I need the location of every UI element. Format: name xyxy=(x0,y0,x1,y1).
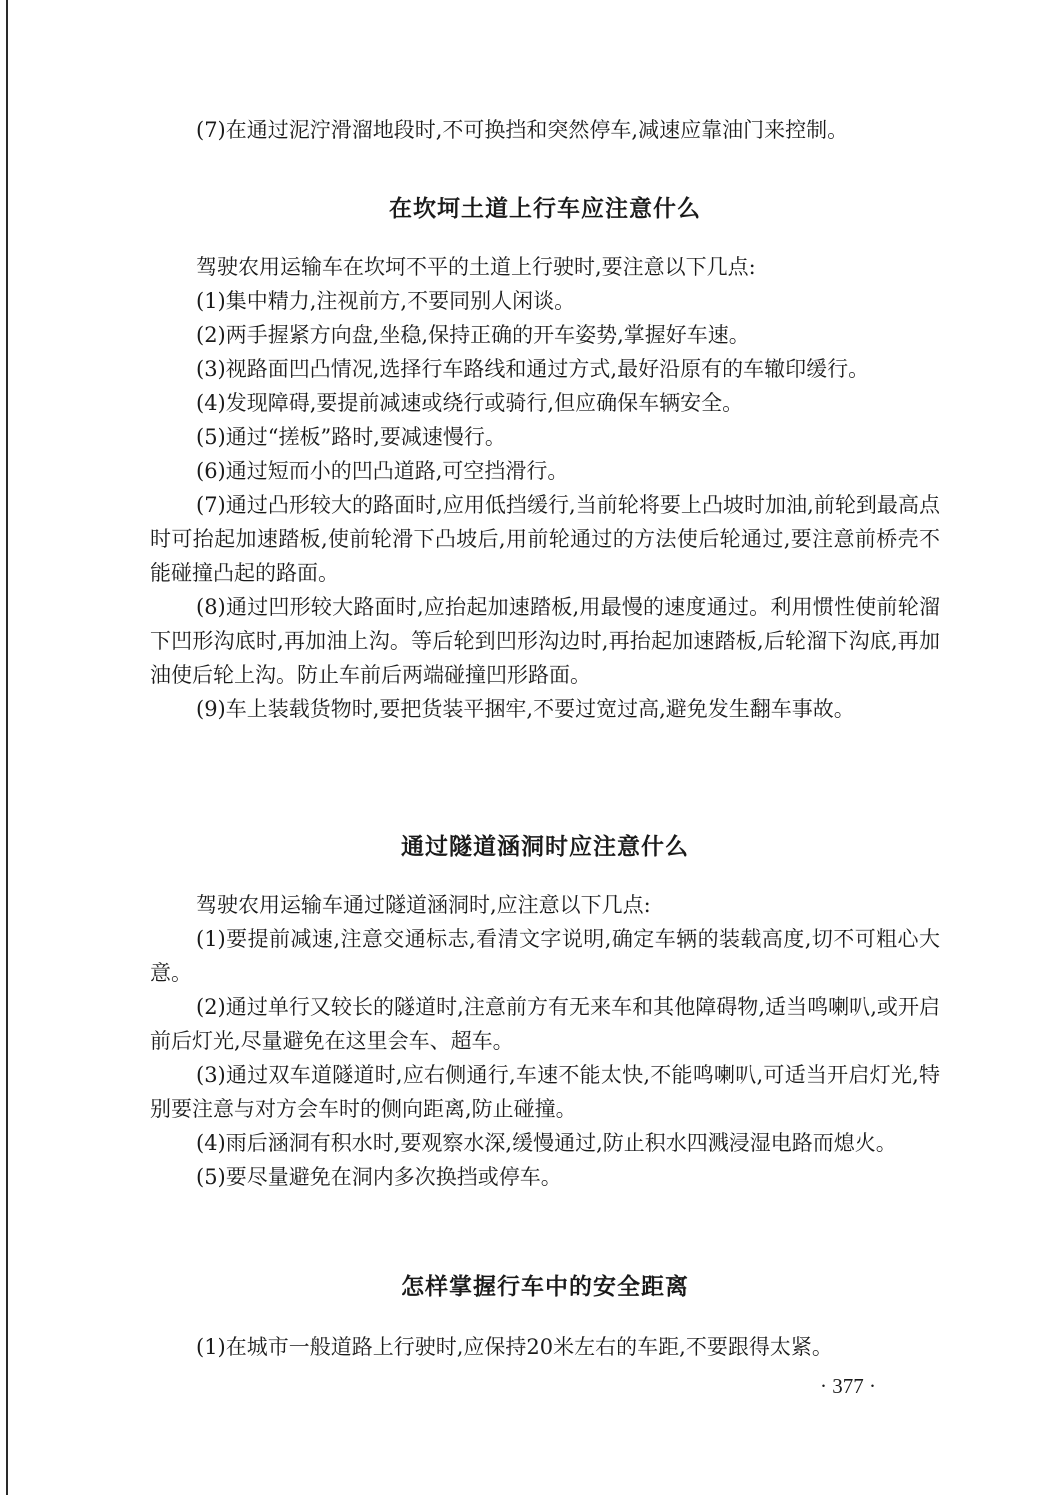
paragraph: (9)车上装载货物时,要把货装平捆牢,不要过宽过高,避免发生翻车事故。 xyxy=(196,697,855,721)
paragraph: (7)通过凸形较大的路面时,应用低挡缓行,当前轮将要上凸坡时加油,前轮到最高点时可抬起加速踏板,使前轮滑下凸坡后,用前轮通过的方法使后轮通过,要注意前桥壳不能碰撞凸起的路面。 xyxy=(150,493,940,585)
paragraph: 驾驶农用运输车通过隧道涵洞时,应注意以下几点: xyxy=(196,893,651,917)
paragraph: (1)要提前减速,注意交通标志,看清文字说明,确定车辆的装载高度,切不可粗心大意。 xyxy=(150,927,940,985)
top-fragment-paragraph: (7)在通过泥泞滑溜地段时,不可换挡和突然停车,减速应靠油门来控制。 xyxy=(196,118,849,142)
paragraph: 驾驶农用运输车在坎坷不平的土道上行驶时,要注意以下几点: xyxy=(196,255,756,279)
paragraph: (8)通过凹形较大路面时,应抬起加速踏板,用最慢的速度通过。利用惯性使前轮溜下凹形沟底时,再加油上沟。等后轮到凹形沟边时,再抬起加速踏板,后轮溜下沟底,再加油使后轮上沟。防止车前后两端碰撞凹形路面。 xyxy=(150,595,940,687)
paragraph: (3)通过双车道隧道时,应右侧通行,车速不能太快,不能鸣喇叭,可适当开启灯光,特别要注意与对方会车时的侧向距离,防止碰撞。 xyxy=(150,1063,940,1121)
section-title-safe-distance: 怎样掌握行车中的安全距离 xyxy=(401,1274,689,1300)
paragraph: (1)集中精力,注视前方,不要同别人闲谈。 xyxy=(196,289,576,313)
paragraph: (3)视路面凹凸情况,选择行车路线和通过方式,最好沿原有的车辙印缓行。 xyxy=(196,357,870,381)
paragraph: (5)通过“搓板”路时,要减速慢行。 xyxy=(196,425,506,449)
section-body-bumpy-road xyxy=(150,250,940,726)
top-fragment-block xyxy=(150,113,940,147)
paragraph: (6)通过短而小的凹凸道路,可空挡滑行。 xyxy=(196,459,569,483)
paragraph: (2)两手握紧方向盘,坐稳,保持正确的开车姿势,掌握好车速。 xyxy=(196,323,750,347)
section-body-tunnel xyxy=(150,888,940,1194)
paragraph: (4)发现障碍,要提前减速或绕行或骑行,但应确保车辆安全。 xyxy=(196,391,744,415)
section-title-bumpy-road: 在坎坷土道上行车应注意什么 xyxy=(389,196,701,222)
paragraph: (1)在城市一般道路上行驶时,应保持20米左右的车距,不要跟得太紧。 xyxy=(196,1335,833,1359)
section-body-safe-distance xyxy=(150,1330,940,1364)
section-title-tunnel: 通过隧道涵洞时应注意什么 xyxy=(401,834,689,860)
page-number: · 377 · xyxy=(820,1374,876,1398)
paragraph: (5)要尽量避免在洞内多次换挡或停车。 xyxy=(196,1165,562,1189)
page-edge-line xyxy=(6,0,8,1495)
paragraph: (2)通过单行又较长的隧道时,注意前方有无来车和其他障碍物,适当鸣喇叭,或开启前后灯光,尽量避免在这里会车、超车。 xyxy=(150,995,940,1053)
paragraph: (4)雨后涵洞有积水时,要观察水深,缓慢通过,防止积水四溅浸湿电路而熄火。 xyxy=(196,1131,897,1155)
